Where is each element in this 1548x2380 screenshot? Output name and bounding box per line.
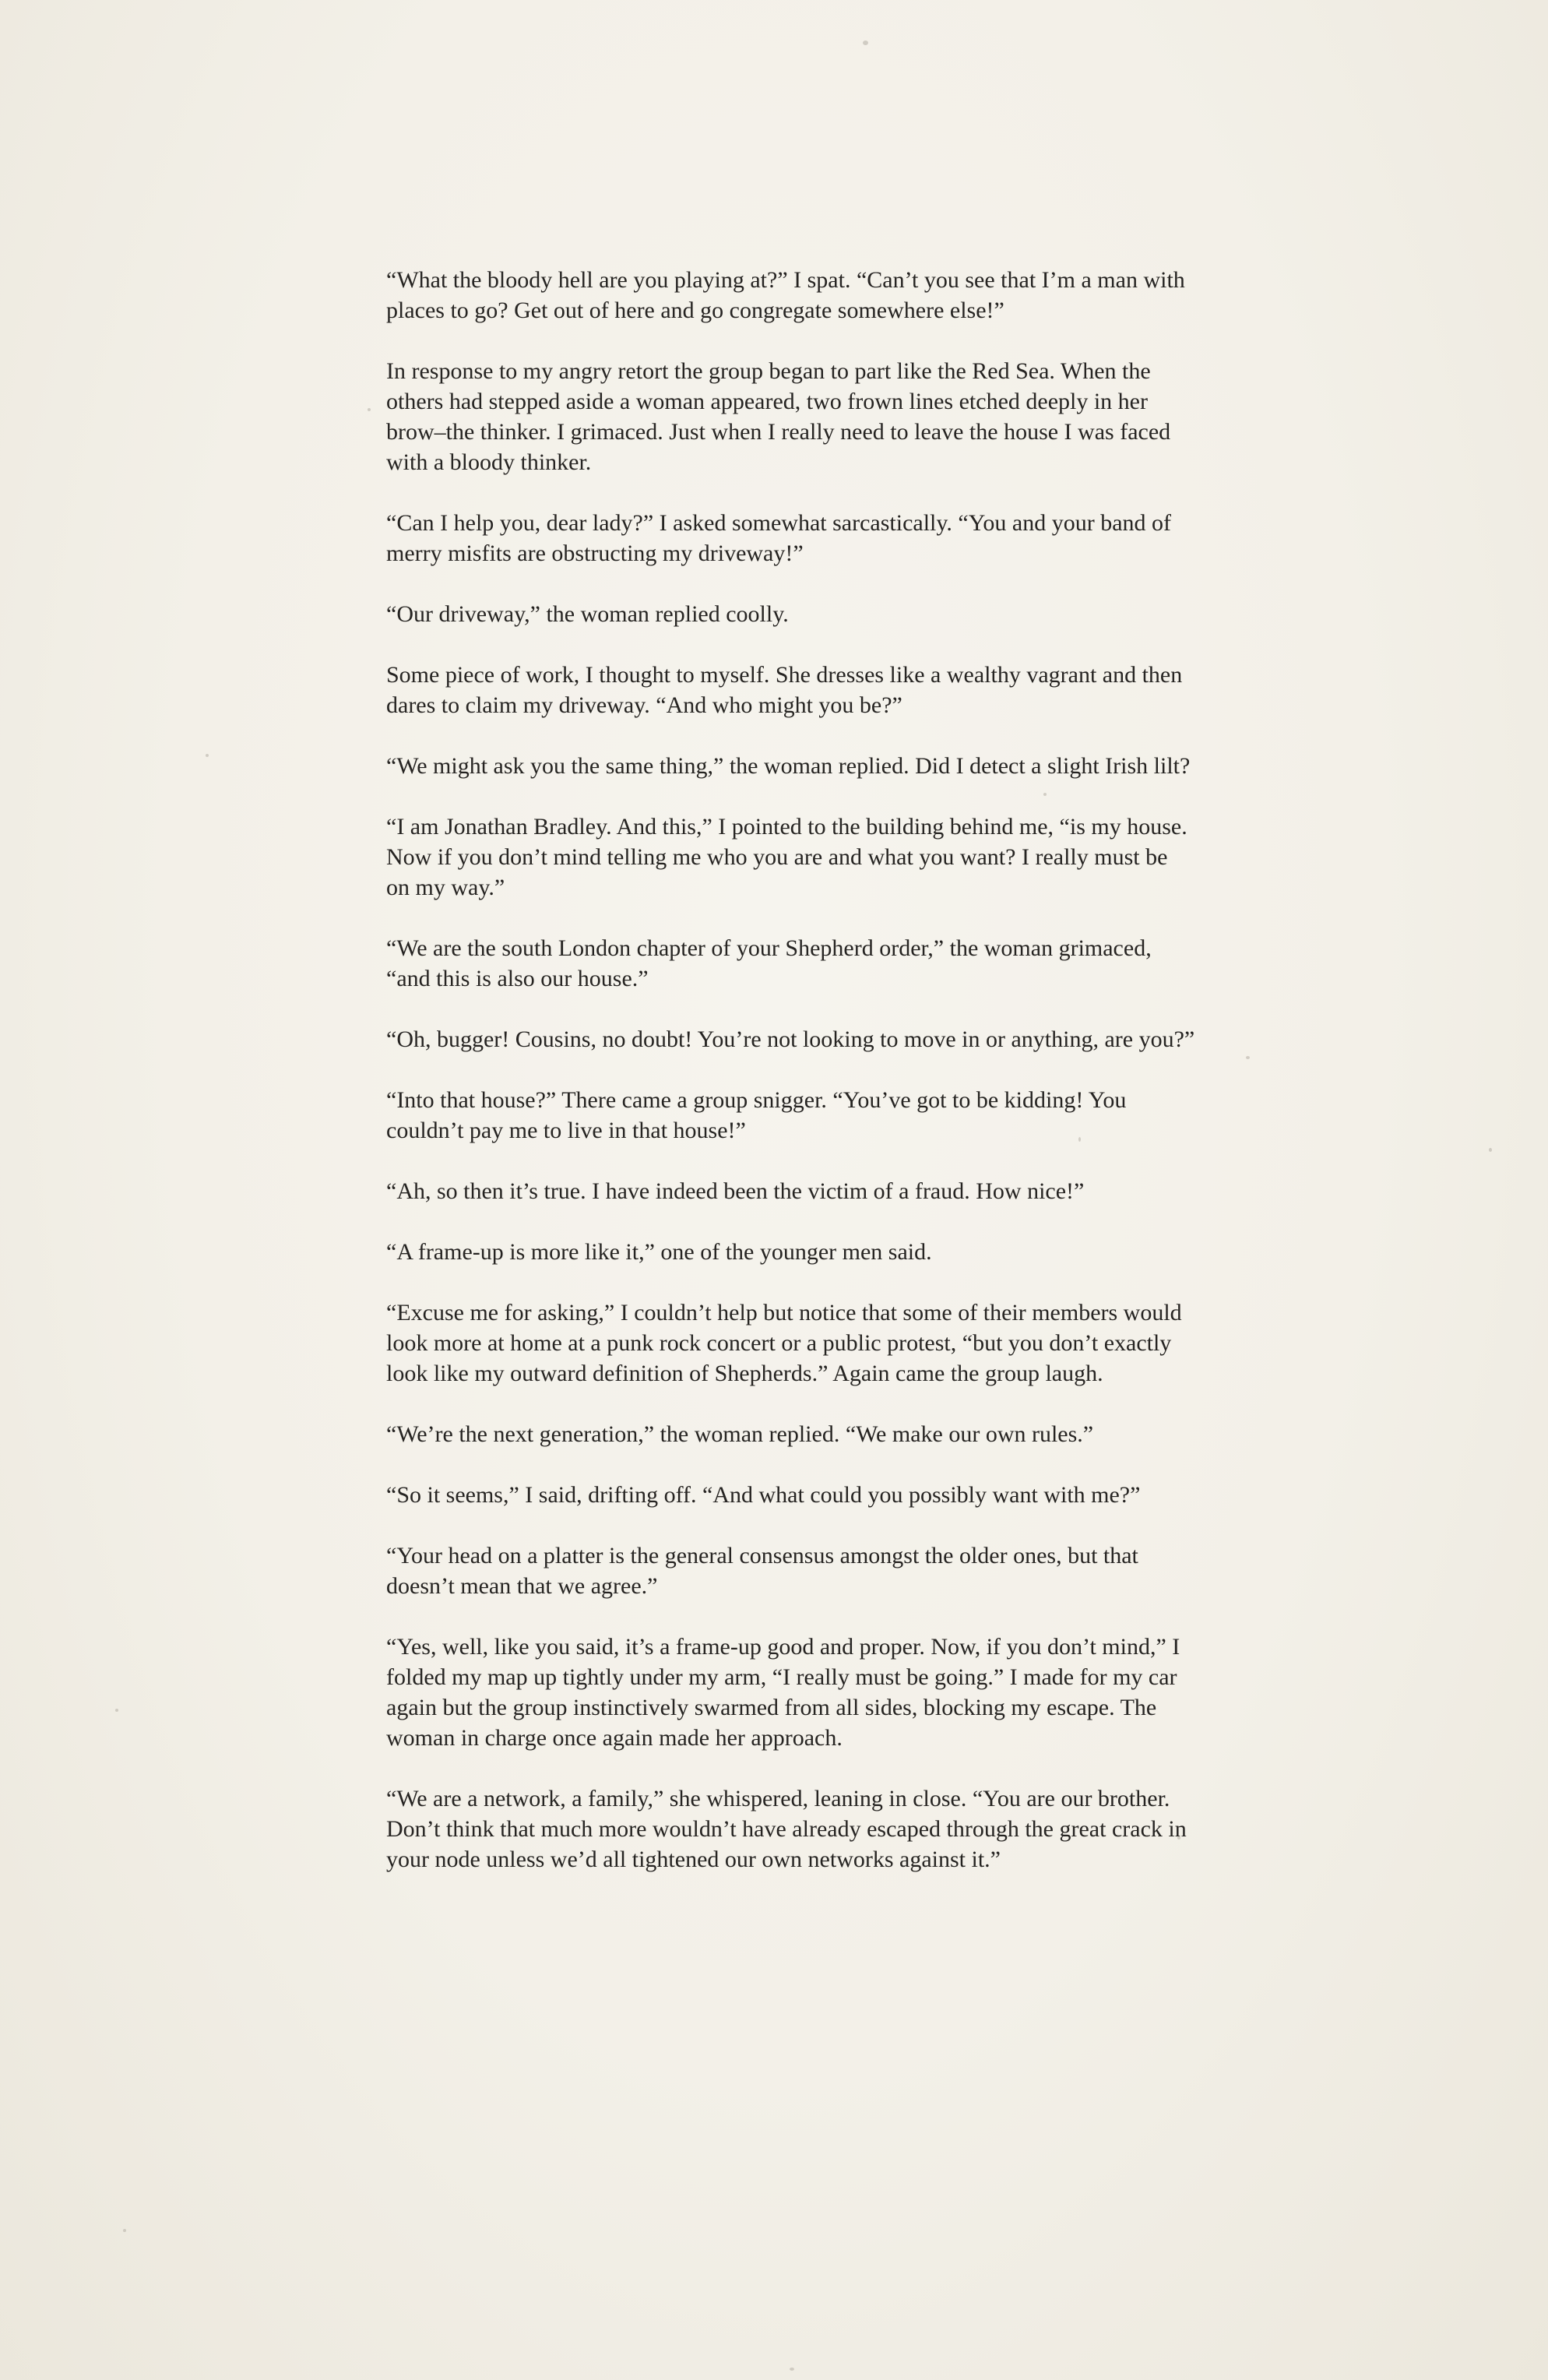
paper-speck (115, 1709, 118, 1712)
paragraph: “What the bloody hell are you playing at?” I spat. “Can’t you see that I’m a man with places to go? Get out of here and go congregate somewhere else!” (386, 267, 1185, 323)
paper-speck (368, 408, 371, 411)
paragraph: “Ah, so then it’s true. I have indeed been the victim of a fraud. How nice!” (386, 1178, 1085, 1204)
paragraph: “We’re the next generation,” the woman replied. “We make our own rules.” (386, 1421, 1094, 1447)
paper-speck (863, 40, 868, 45)
paragraph: “Our driveway,” the woman replied coolly. (386, 601, 789, 627)
paragraph: “Oh, bugger! Cousins, no doubt! You’re not looking to move in or anything, are you?” (386, 1026, 1195, 1052)
paragraph: “We are the south London chapter of your Shepherd order,” the woman grimaced, “and this is also our house.” (386, 935, 1152, 991)
paragraph: “Your head on a platter is the general consensus amongst the older ones, but that doesn’t mean that we agree.” (386, 1543, 1138, 1599)
paragraph: “Can I help you, dear lady?” I asked somewhat sarcastically. “You and your band of merry misfits are obstructing my driveway!” (386, 510, 1172, 566)
paper-speck (1489, 1148, 1492, 1152)
paper-speck (1246, 1056, 1250, 1059)
paper-speck (206, 754, 209, 757)
body-text (386, 265, 1196, 1875)
paragraph: “I am Jonathan Bradley. And this,” I pointed to the building behind me, “is my house. Now if you don’t mind telling me who you are and what you want? I really must be on my way.” (386, 814, 1187, 900)
paragraph: “Yes, well, like you said, it’s a frame-up good and proper. Now, if you don’t mind,” I folded my map up tightly under my arm, “I really must be going.” I made for my car again but the group instinctively swarmed from all sides, blocking my escape. The woman in charge once again made her approach. (386, 1634, 1180, 1751)
paragraph: Some piece of work, I thought to myself. She dresses like a wealthy vagrant and then dares to claim my driveway. “And who might you be?” (386, 662, 1183, 718)
paragraph: “Into that house?” There came a group snigger. “You’ve got to be kidding! You couldn’t pay me to live in that house!” (386, 1087, 1127, 1143)
paper-speck (790, 2368, 794, 2371)
paper-speck (123, 2229, 126, 2232)
paragraph: “So it seems,” I said, drifting off. “And what could you possibly want with me?” (386, 1482, 1141, 1508)
paragraph: “We might ask you the same thing,” the woman replied. Did I detect a slight Irish lilt? (386, 753, 1191, 779)
paragraph: “A frame-up is more like it,” one of the younger men said. (386, 1239, 932, 1265)
paragraph: In response to my angry retort the group began to part like the Red Sea. When the others had stepped aside a woman appeared, two frown lines etched deeply in her brow–the thinker. I grimaced. Just when I really need to leave the house I was faced with a bloody thinker. (386, 358, 1171, 475)
paragraph: “Excuse me for asking,” I couldn’t help but notice that some of their members would look more at home at a punk rock concert or a public protest, “but you don’t exactly look like my outward definition of Shepherds.” Again came the group laugh. (386, 1300, 1182, 1386)
paragraph: “We are a network, a family,” she whispered, leaning in close. “You are our brother. Don’t think that much more wouldn’t have already escaped through the great crack in your node unless we’d all tightened our own networks against it.” (386, 1786, 1187, 1872)
